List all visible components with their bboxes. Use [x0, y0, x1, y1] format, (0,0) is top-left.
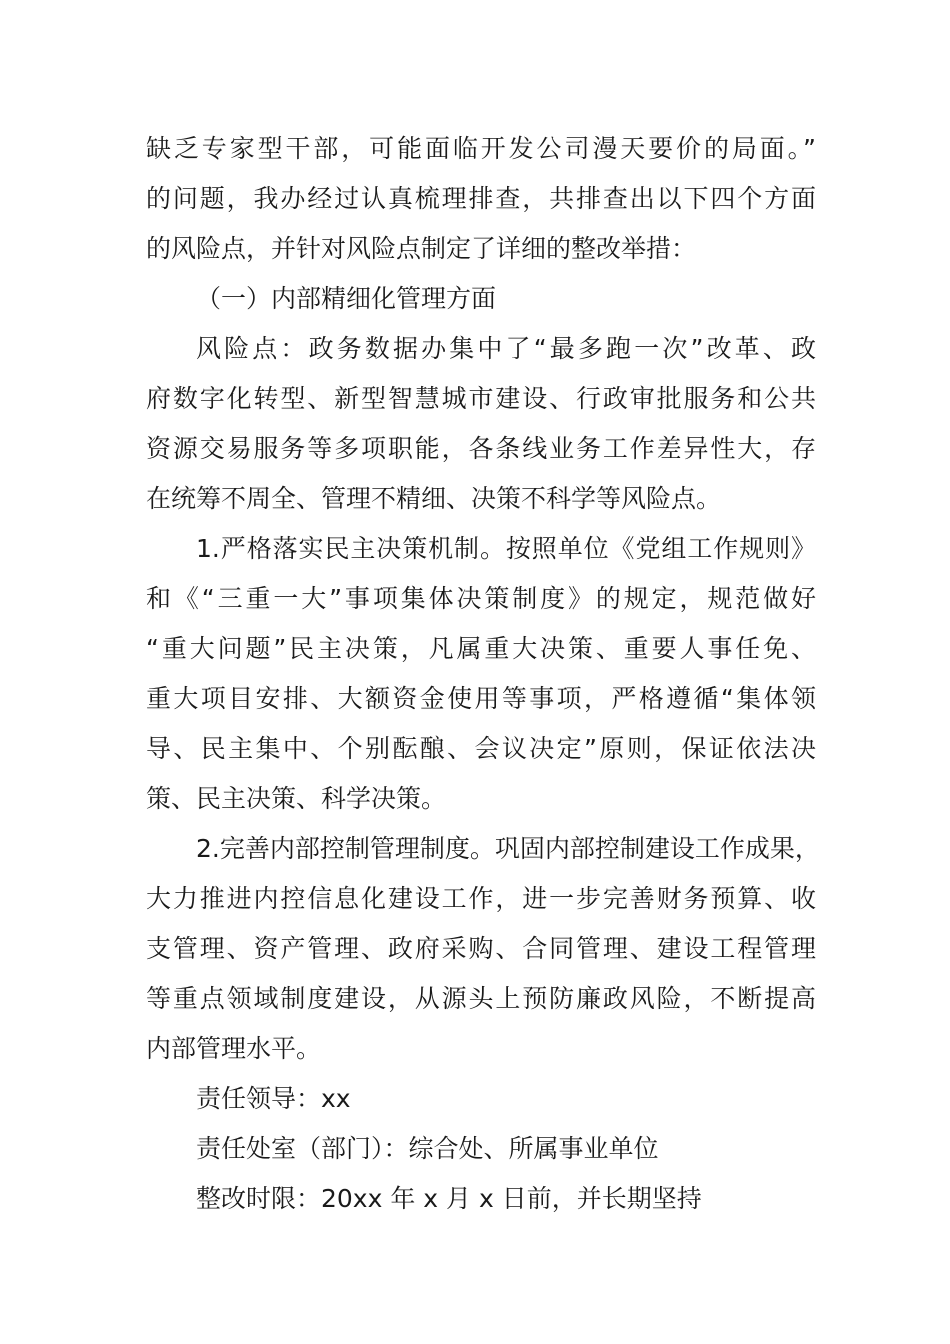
text-line: 在统筹不周全、管理不精细、决策不科学等风险点。 — [146, 484, 722, 513]
text-line: 重大项目安排、大额资金使用等事项，严格遵循“集体领 — [146, 684, 816, 713]
text-line: “重大问题”民主决策，凡属重大决策、重要人事任免、 — [146, 634, 816, 663]
text-line: 导、民主集中、个别酝酿、会议决定”原则，保证依法决 — [146, 734, 816, 763]
section-heading: （一）内部精细化管理方面 — [196, 284, 497, 313]
text-line: 策、民主决策、科学决策。 — [146, 784, 447, 813]
text-line: 的风险点，并针对风险点制定了详细的整改举措： — [146, 234, 697, 263]
text-line: 和《“三重一大”事项集体决策制度》的规定，规范做好 — [146, 584, 816, 613]
text-line: 2.完善内部控制管理制度。巩固内部控制建设工作成果， — [196, 834, 820, 863]
text-line: 1.严格落实民主决策机制。按照单位《党组工作规则》 — [196, 534, 816, 563]
text-line: 缺乏专家型干部，可能面临开发公司漫天要价的局面。” — [146, 134, 816, 163]
responsible-department: 责任处室（部门）：综合处、所属事业单位 — [196, 1134, 659, 1163]
text-line: 资源交易服务等多项职能，各条线业务工作差异性大，存 — [146, 434, 816, 463]
responsible-leader: 责任领导：xx — [196, 1084, 351, 1113]
rectification-deadline: 整改时限：20xx 年 x 月 x 日前，并长期坚持 — [196, 1184, 702, 1213]
text-line: 大力推进内控信息化建设工作，进一步完善财务预算、收 — [146, 884, 816, 913]
text-line: 内部管理水平。 — [146, 1034, 322, 1063]
text-line: 等重点领域制度建设，从源头上预防廉政风险，不断提高 — [146, 984, 816, 1013]
text-line: 支管理、资产管理、政府采购、合同管理、建设工程管理 — [146, 934, 816, 963]
text-line: 府数字化转型、新型智慧城市建设、行政审批服务和公共 — [146, 384, 816, 413]
text-line: 风险点：政务数据办集中了“最多跑一次”改革、政 — [196, 334, 816, 363]
text-line: 的问题，我办经过认真梳理排查，共排查出以下四个方面 — [146, 184, 816, 213]
